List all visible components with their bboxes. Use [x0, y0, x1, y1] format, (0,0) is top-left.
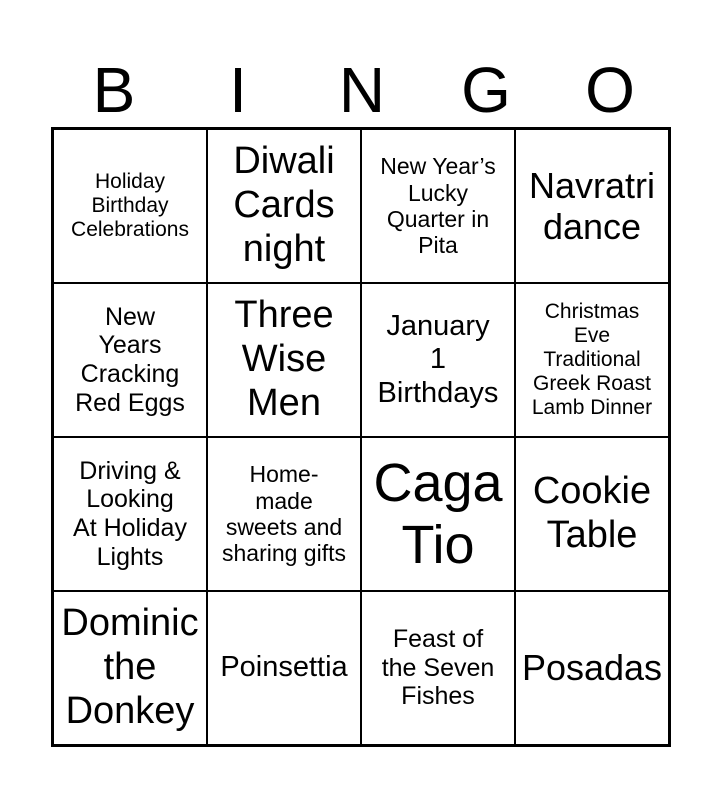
bingo-cell[interactable]: Dominic the Donkey — [53, 591, 207, 745]
bingo-cell[interactable]: Caga Tio — [361, 437, 515, 591]
bingo-board — [51, 127, 671, 747]
bingo-cell[interactable]: Cookie Table — [515, 437, 669, 591]
bingo-cell[interactable]: Christmas Eve Traditional Greek Roast Lamb Dinner — [515, 283, 669, 437]
bingo-cell[interactable]: Holiday Birthday Celebrations — [53, 129, 207, 283]
bingo-cell[interactable]: Feast of the Seven Fishes — [361, 591, 515, 745]
header-letter-i: I — [229, 54, 247, 126]
bingo-cell[interactable]: Three Wise Men — [207, 283, 361, 437]
bingo-cell[interactable]: New Year’s Lucky Quarter in Pita — [361, 129, 515, 283]
bingo-cell[interactable]: Diwali Cards night — [207, 129, 361, 283]
bingo-cell[interactable]: January 1 Birthdays — [361, 283, 515, 437]
bingo-cell[interactable]: Poinsettia — [207, 591, 361, 745]
header-letter-n: N — [338, 54, 386, 126]
header-letter-o: O — [585, 54, 635, 126]
bingo-cell[interactable]: New Years Cracking Red Eggs — [53, 283, 207, 437]
bingo-cell[interactable]: Navratri dance — [515, 129, 669, 283]
bingo-cell[interactable]: Home- made sweets and sharing gifts — [207, 437, 361, 591]
header-letter-b: B — [92, 54, 136, 126]
bingo-header — [52, 52, 672, 128]
header-letter-g: G — [461, 54, 511, 126]
bingo-cell[interactable]: Posadas — [515, 591, 669, 745]
bingo-cell[interactable]: Driving & Looking At Holiday Lights — [53, 437, 207, 591]
